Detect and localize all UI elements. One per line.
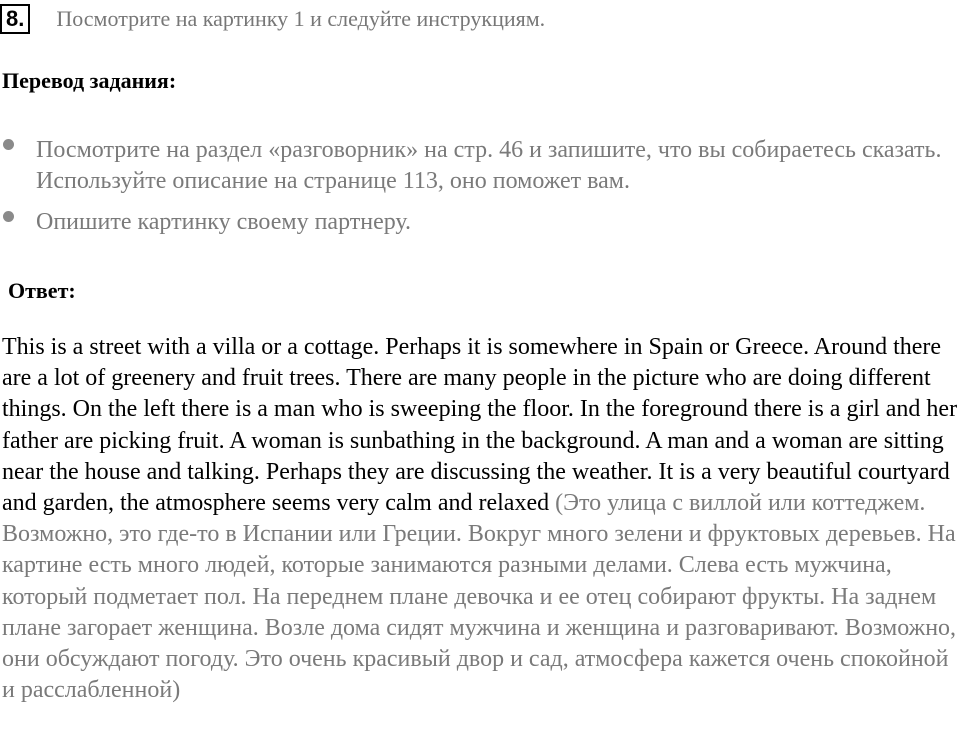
- bullet-item: [0, 135, 960, 197]
- translation-heading: Перевод задания:: [2, 68, 177, 93]
- task-instruction: Посмотрите на картинку 1 и следуйте инструкциям.: [56, 6, 546, 31]
- bullet-item: [0, 207, 960, 238]
- bullet-text: Опишите картинку своему партнеру.: [36, 209, 412, 235]
- bullet-text: Посмотрите на раздел «разговорник» на стр. 46 и запишите, что вы собираетесь сказать. Используйте описание на странице 113, оно поможет вам.: [36, 137, 942, 194]
- answer-russian-translation: (Это улица с виллой или коттеджем. Возможно, это где-то в Испании или Греции. Вокруг много зелени и фруктовых деревьев. На картине есть много людей, которые занимаются разными делами. Слева есть мужчина, который подметает пол. На переднем плане девочка и ее отец собирают фрукты. На заднем плане загорает женщина. Возле дома сидят мужчина и женщина и разговаривают. Возможно, они обсуждают погоду. Это очень красивый двор и сад, атмосфера кажется очень спокойной и расслабленной): [2, 490, 957, 704]
- bullet-dot-icon: [3, 211, 14, 222]
- bullet-dot-icon: [3, 139, 14, 150]
- answer-paragraph: [2, 332, 960, 706]
- answer-english-text: This is a street with a villa or a cottage. Perhaps it is somewhere in Spain or Greece. Around there are a lot of greenery and fruit trees. There are many people in the picture who are doing different things. On the left there is a man who is sweeping the floor. In the foreground there is a girl and her father are picking fruit. A woman is sunbathing in the background. A man and a woman are sitting near the house and talking. Perhaps they are discussing the weather. It is a very beautiful courtyard and garden, the atmosphere seems very calm and relaxed: [2, 334, 958, 517]
- task-header: [0, 2, 545, 36]
- answer-heading: Ответ:: [8, 278, 76, 303]
- task-number-badge: 8.: [0, 4, 30, 34]
- translation-bullet-list: [0, 135, 960, 238]
